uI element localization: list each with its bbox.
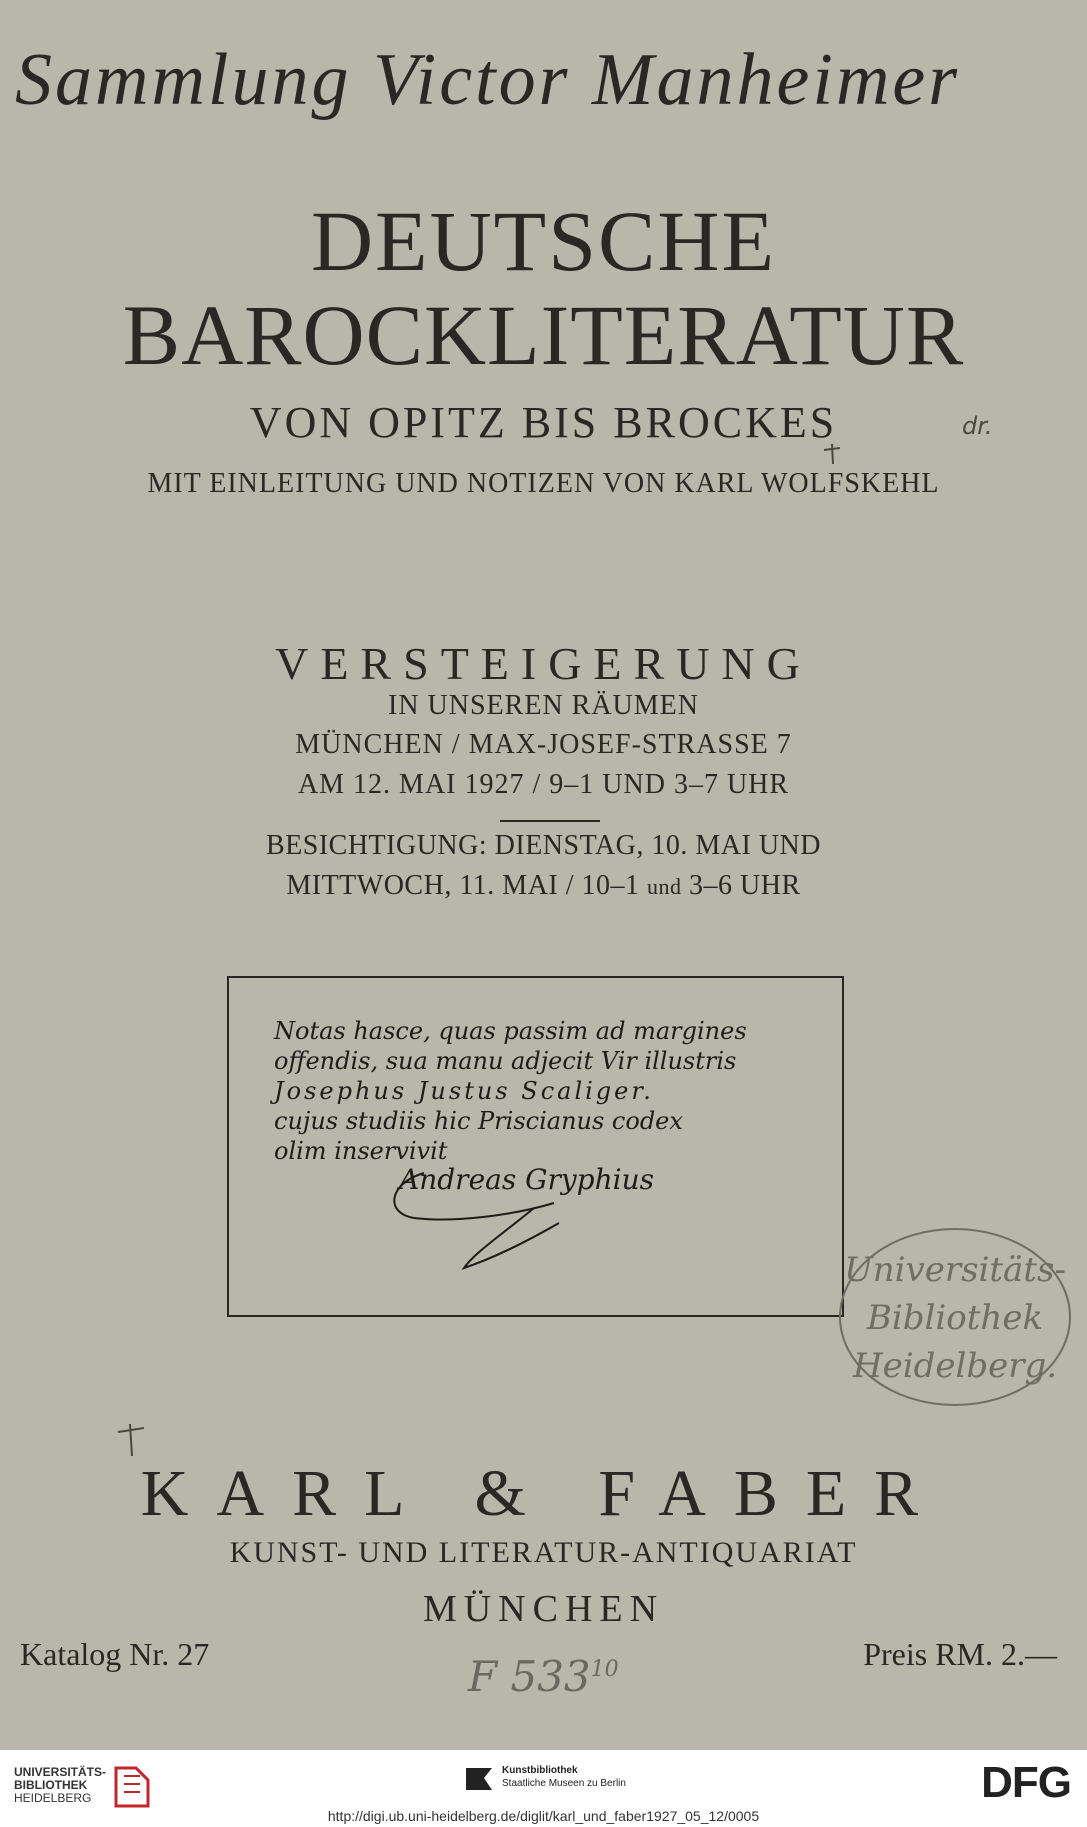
auction-address: MÜNCHEN / MAX-JOSEF-STRASSE 7: [295, 729, 792, 760]
divider: [500, 820, 600, 822]
kunstbibliothek-logo-icon[interactable]: [464, 1764, 494, 1794]
stamp-line-2: Bibliothek: [866, 1298, 1044, 1338]
viewing-line-2-a: MITTWOCH, 11. MAI / 10–1: [286, 870, 648, 901]
pencil-note: dr.: [962, 412, 993, 440]
kb-line-1: Kunstbibliothek: [502, 1765, 578, 1776]
main-title-line-2: BAROCKLITERATUR: [122, 287, 965, 383]
uni-logo-line-1: UNIVERSITÄTS-: [14, 1765, 107, 1779]
auction-heading: VERSTEIGERUNG: [275, 638, 812, 689]
handwriting-facsimile: [227, 976, 844, 1317]
signature: Andreas Gryphius: [399, 1163, 654, 1196]
facsimile-line: olim inservivit: [274, 1137, 448, 1165]
price: Preis RM. 2.—: [863, 1636, 1057, 1672]
viewing-line-2-und: und: [647, 874, 682, 899]
publisher-description: KUNST- UND LITERATUR-ANTIQUARIAT: [229, 1536, 858, 1569]
footer-bar: [0, 1750, 1087, 1827]
library-stamp: [830, 1222, 1080, 1412]
kb-line-2: Staatliche Museen zu Berlin: [502, 1778, 626, 1789]
intro-line: MIT EINLEITUNG UND NOTIZEN VON KARL WOLFSKEHL: [147, 468, 940, 499]
publisher-name: KARL & FABER: [140, 1457, 947, 1530]
source-url[interactable]: http://digi.ub.uni-heidelberg.de/diglit/karl_und_faber1927_05_12/0005: [327, 1808, 760, 1824]
viewing-line-2-b: 3–6 UHR: [681, 870, 801, 901]
publisher-city: MÜNCHEN: [422, 1588, 665, 1630]
pencil-cross-small-icon: [820, 442, 844, 466]
auction-date: AM 12. MAI 1927 / 9–1 UND 3–7 UHR: [297, 769, 790, 800]
auction-venue: IN UNSEREN RÄUMEN: [388, 690, 699, 721]
pencil-cross-icon: [110, 1420, 150, 1460]
uni-logo-line-3: HEIDELBERG: [14, 1791, 92, 1805]
main-title-line-1: DEUTSCHE: [310, 193, 777, 289]
shelf-mark-sup: 10: [590, 1657, 619, 1682]
uni-library-logo[interactable]: [14, 1766, 106, 1805]
subtitle: VON OPITZ BIS BROCKES: [249, 398, 838, 447]
shelf-mark: [468, 1652, 619, 1701]
catalog-number: Katalog Nr. 27: [20, 1636, 210, 1672]
facsimile-line: Josephus Justus Scaliger.: [274, 1077, 654, 1105]
shelf-mark-main: F 533: [468, 1652, 591, 1701]
uni-logo-line-2: BIBLIOTHEK: [14, 1778, 88, 1792]
dfg-logo[interactable]: DFG: [981, 1758, 1071, 1807]
kunstbibliothek-label: [502, 1764, 626, 1790]
uni-library-emblem-icon: [112, 1762, 152, 1810]
stamp-line-3: Heidelberg.: [852, 1346, 1058, 1386]
viewing-line-2: [0, 870, 1087, 902]
facsimile-text: [274, 1016, 747, 1166]
facsimile-line: Notas hasce, quas passim ad margines: [274, 1017, 747, 1045]
stamp-line-1: Universitäts-: [844, 1250, 1066, 1290]
series-title: Sammlung Victor Manheimer: [15, 39, 961, 121]
facsimile-line: cujus studiis hic Priscianus codex: [274, 1107, 683, 1135]
facsimile-line: offendis, sua manu adjecit Vir illustris: [274, 1047, 737, 1075]
viewing-line-1: BESICHTIGUNG: DIENSTAG, 10. MAI UND: [265, 830, 821, 861]
